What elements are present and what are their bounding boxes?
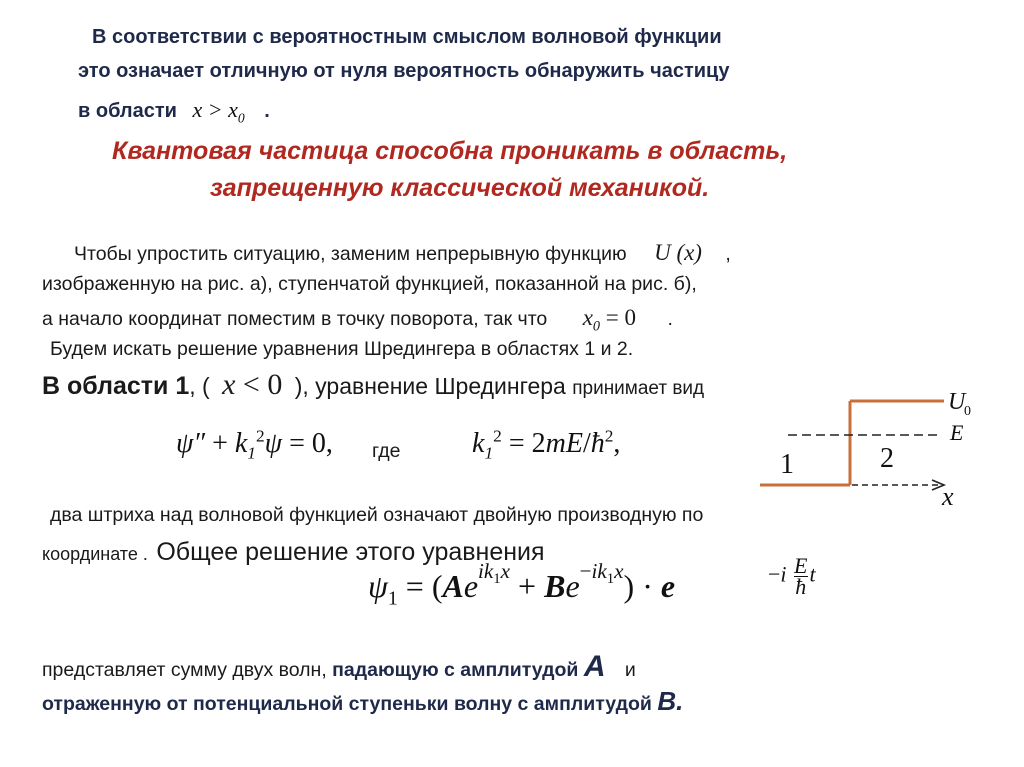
explain-big-text: Общее решение этого уравнения xyxy=(156,538,545,566)
amplitude-B: B. xyxy=(657,686,684,716)
label-U-sub: 0 xyxy=(964,404,971,419)
region-tail: принимает вид xyxy=(572,378,705,399)
para-line-1-comma: , xyxy=(725,243,731,265)
region-title: В области 1 xyxy=(42,372,190,400)
formula-exponent-time: −i $\frac{E}{ħ}$ t xyxy=(768,553,816,599)
where-label: где xyxy=(372,440,401,462)
closing-line-1 xyxy=(42,650,636,684)
closing-reflected-text: отраженную от потенциальной ступеньки волну с амплитудой xyxy=(42,693,652,715)
intro-line-3-dot: . xyxy=(264,100,270,122)
formula-k1-squared: $k_1^2$ = $2mE/ħ^2$, xyxy=(472,426,621,463)
label-U: U xyxy=(948,389,966,415)
closing-line-2 xyxy=(42,686,683,717)
explain-line-1: два штриха над волновой функцией означают двойную производную по xyxy=(50,504,704,526)
para-line-3-text: а начало координат поместим в точку поворота, так что xyxy=(42,308,548,330)
intro-line-1: В соответствии с вероятностным смыслом волновой функции xyxy=(92,26,722,48)
label-x: x xyxy=(942,482,954,510)
formula-x-gt-x0: $x > x_0$ xyxy=(192,97,245,126)
closing-and: и xyxy=(624,659,636,681)
intro-line-3-text: в области xyxy=(78,100,177,122)
formula-schrodinger: $\psi'' + k_1^2\psi = 0$, xyxy=(176,426,333,463)
para-line-1 xyxy=(74,240,731,266)
para-line-1-text: Чтобы упростить ситуацию, заменим непрерывную функцию xyxy=(74,243,627,265)
explain-line-2 xyxy=(42,538,545,567)
para-line-4: Будем искать решение уравнения Шредингера в областях 1 и 2. xyxy=(50,338,634,360)
para-line-3 xyxy=(42,305,673,335)
amplitude-A: A xyxy=(583,650,606,683)
closing-incident-text: падающую с амплитудой xyxy=(332,659,579,681)
formula-x0-eq-0: $x_0 = 0$ xyxy=(582,305,637,335)
intro-line-2: это означает отличную от нуля вероятность обнаружить частицу xyxy=(78,60,730,82)
intro-line-3 xyxy=(78,97,270,126)
label-E: E xyxy=(950,420,964,445)
label-region-2: 2 xyxy=(880,443,894,474)
potential-step-diagram xyxy=(752,385,1002,510)
region-close: ), уравнение Шредингера xyxy=(294,373,566,399)
label-region-1: 1 xyxy=(780,449,794,480)
closing-normal-text: представляет сумму двух волн, xyxy=(42,659,327,681)
para-line-2: изображенную на рис. а), ступенчатой функцией, показанной на рис. б), xyxy=(42,273,697,295)
formula-U-of-x: U (x) xyxy=(654,240,702,265)
formula-x-lt-0: x < 0 xyxy=(222,368,283,401)
highlight-line-1: Квантовая частица способна проникать в область, xyxy=(112,137,788,165)
region-open: , ( xyxy=(189,373,210,399)
para-line-3-dot: . xyxy=(667,308,673,330)
highlight-line-2: запрещенную классической механикой. xyxy=(210,174,710,202)
region-line xyxy=(42,368,704,402)
formula-general-solution: $\psi_1 = (Ae^{ik_1x} + Be^{-ik_1x}) \cdot e$ xyxy=(368,558,676,610)
explain-small-text: координате . xyxy=(42,544,148,564)
